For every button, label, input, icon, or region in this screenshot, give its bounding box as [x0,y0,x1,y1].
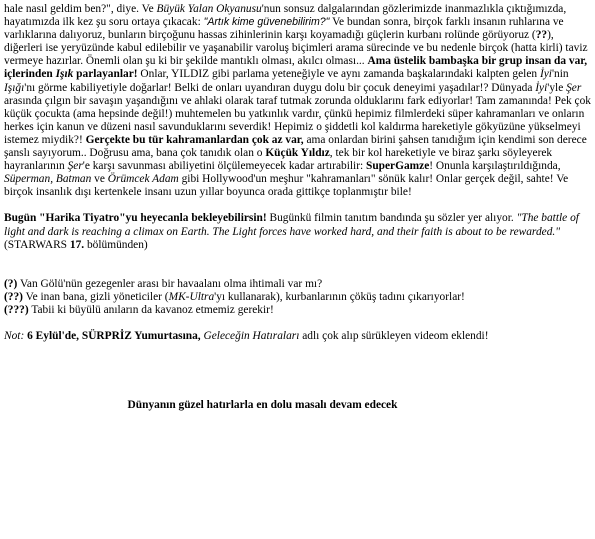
text-run-bold: Gerçekte bu tür kahramanlardan çok az var, [85,133,304,146]
text-run: 'nun sonsuz dalgalarından gözlerimizde inanmazlıkla çıktığımızda, hayatımızda ilk kez şu soru ortaya çıkacak: [4,3,567,29]
text-run: Onlar, YILDIZ gibi parlama yeteneğiyle ve aynı zamanda başkalarındaki kalpten gelen [137,68,540,81]
text-run: (STARWARS [4,238,70,251]
text-run-bold: Bugün "Harika Tiyatro"yu heyecanla bekleyebilirsin! [4,212,267,225]
text-run-italic: Işığı [4,81,25,94]
closing-line: Dünyanın güzel hatırlarla en dolu masalı devam edecek [127,399,398,412]
spacer [4,343,591,399]
text-run-italic: Süperman, Batman [4,173,92,186]
list-marker: (?) [4,277,18,290]
note-label: Not: [4,329,25,342]
text-run-italic: Örümcek Adam [107,173,179,186]
text-run: Ve bundan sonra, birçok farklı insanın ruhlarına ve varlıklarına dalıyoruz, bunların birçoğunu hassas zihinlerinin karşı koyamadığı güçlerin kurbanı rolünde görüyoruz ( [4,16,564,42]
list-marker: (??) [4,290,23,303]
text-run: Tabii ki büyülü anıların da kavanoz etmemiz gerekir! [28,303,274,316]
text-run-bold: SuperGamze [366,160,430,173]
text-run-italic: İyi [535,81,548,94]
list-item [4,278,591,291]
text-run: Bugünkü filmin tanıtım bandında şu sözler yer alıyor. [266,212,517,225]
text-run: ama onlardan birini şahsen tanıdığım için kendimi son derece şanslı sayıyorum.. Doğrusu ama, bana çok tanıdık olan o [4,133,587,160]
text-run: ! Onunla karşılaştırıldığında, [429,160,561,173]
text-run-italic: Şer [566,81,582,94]
text-run-bold-italic: Işık [55,68,74,81]
spacer [4,199,591,212]
list-marker: (???) [4,303,29,316]
text-run: gibi Hollywood'un meşhur "kahramanları" sönük kalır! Onlar gerçek değil, sahte! Ve birçok insanlık dışı kertenkele insanı uzun yıllar boyunca orada gittikçe toplanmıştır bile! [4,173,569,199]
spacer [4,252,591,278]
text-run: ve [91,173,108,186]
text-run-bold: parlayanlar! [73,68,138,81]
text-run: 'yle [547,81,567,94]
paragraph-announcement [4,212,591,251]
text-run-bold: ?? [535,29,548,42]
text-run-bold: 6 Eylül'de, SÜRPRİZ Yumurtasına, [24,329,201,342]
text-run-italic: Büyük Yalan Okyanusu [156,3,262,15]
list-item [4,291,591,304]
text-run: hale nasıl geldim ben?", diye. Ve [4,3,157,15]
text-run: 'nı görme kabiliyetiyle doğarlar! Belki de onları uyandıran duygu dolu bir çocuk deneyimi yaşadılar!? Dünyada [24,81,536,94]
text-run-italic: Geleceğin Hatıraları [200,329,300,342]
text-run-italic: MK-Ultra [168,290,215,303]
text-run: 'nin [551,68,569,81]
spacer [4,317,591,330]
text-run: Van Gölü'nün gezegenler arası bir havaalanı olma ihtimali var mı? [17,277,323,290]
paragraph-main [4,3,591,199]
text-run: adlı çok alıp sürükleyen videom eklendi! [299,329,489,342]
quote-starwars: "The battle of light and dark is reaching a climax on Earth. The Light forces have worked hard, and their faith is about to be rewarded." [4,212,579,238]
text-run: arasında çılgın bir savaşın yaşandığını ve ahlaki olarak taraf tutmak zorunda olduklarını fark ediyorlar! Tam zamanında! Pek çok küçük çocukta (ama hepsinde değil!) muhtemelen bu yatkınlık vardır, çünkü hepimiz filmlerdeki süper kahramanları ve onların herkes için kanun ve düzeni nasıl savunduklarını severdik! Hepimiz o şiddetli kol kaldırma hareketiyle gökyüzüne yükselmeyi istemez miydik?! [4,94,591,146]
text-run: ), diğerleri ise yeryüzünde kabul edilebilir ve yaşanabilir varoluş biçimleri arama sürecinde ve bu nedenle birçok (hatta kirli) taviz vermeye hazırlar. Önemli olan şu ki bir şekilde mantıklı olması, akılcı olması... [4,29,588,68]
list-item [4,304,591,317]
note-line [4,330,591,343]
text-run: 'e karşı savunması abiliyetini ölçülemeyecek kadar artırabilir: [82,160,366,173]
text-run-bold: 17. [69,238,85,251]
quote-question: "Artık kime güvenebilirim?" [203,16,330,29]
text-run-bold: Küçük Yıldız [265,147,330,160]
text-run: bölümünden) [84,238,148,251]
text-run: Ve inan bana, gizli yöneticiler ( [22,290,169,303]
text-run: 'yı kullanarak), kurbanlarının çöküş tadını çıkarıyorlar! [214,290,465,303]
text-run-bold: Ama üstelik bambaşka bir grup insan da var, içlerinden [4,55,588,81]
text-run: , tek bir kol hareketiyle ve biraz şarkı söyleyerek hayranlarının [4,147,553,173]
text-run-italic: Şer [67,160,83,173]
text-run-italic: İyi [539,68,552,81]
